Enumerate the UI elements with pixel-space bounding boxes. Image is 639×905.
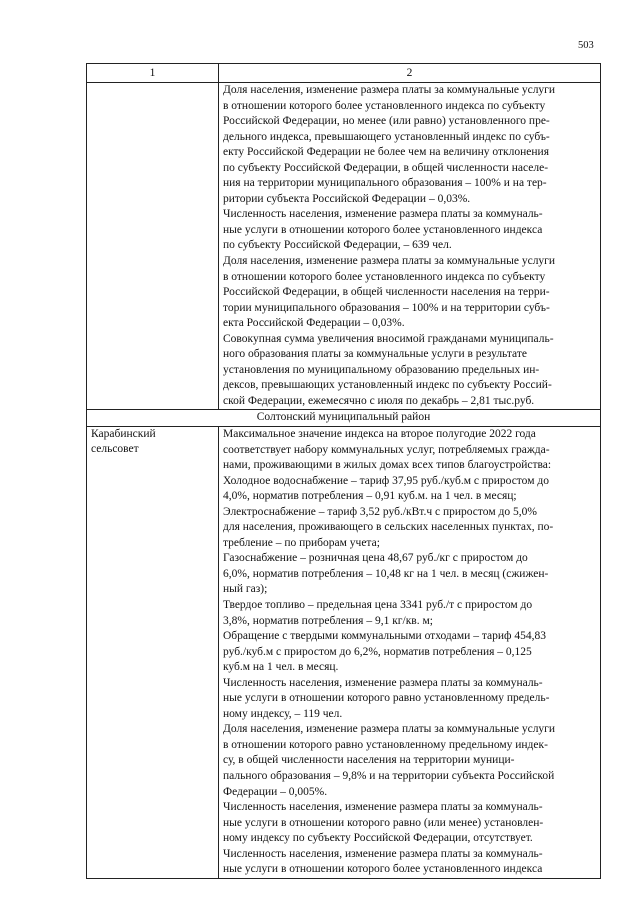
text-line: для населения, проживающего в сельских населенных пунктах, по- xyxy=(223,521,554,534)
text-line: ритории субъекта Российской Федерации – 0,03%. xyxy=(223,192,471,205)
text-line: по субъекту Российской Федерации, в общей численности населе- xyxy=(223,161,549,174)
text-line: Российской Федерации, но менее (или равно) установленного пре- xyxy=(223,115,550,128)
text-line: Численность населения, изменение размера платы за коммуналь- xyxy=(223,676,543,689)
text-line: екта Российской Федерации – 0,03%. xyxy=(223,317,405,330)
text-line: в отношении которого равно установленному предельному индек- xyxy=(223,738,548,751)
text-line: тории муниципального образования – 100% и на территории субъ- xyxy=(223,301,550,314)
text-line: ного образования платы за коммунальные услуги в результате xyxy=(223,348,527,361)
text-line: ные услуги в отношении которого более установленного индекса xyxy=(223,863,543,876)
section-row xyxy=(87,410,601,427)
text-line: екту Российской Федерации не более чем на величину отклонения xyxy=(223,146,549,159)
text-line: 4,0%, норматив потребления – 0,91 куб.м. на 1 чел. в месяц; xyxy=(223,490,517,503)
text-line: ные услуги в отношении которого равно (или менее) установлен- xyxy=(223,816,544,829)
text-line: дельного индекса, превышающего установленный индекс по субъ- xyxy=(223,130,550,143)
table-row xyxy=(87,83,601,410)
text-line: Численность населения, изменение размера платы за коммуналь- xyxy=(223,801,543,814)
text-line: ные услуги в отношении которого равно установленному предель- xyxy=(223,692,550,705)
text-line: Федерации – 0,005%. xyxy=(223,785,328,798)
row-content xyxy=(219,426,601,878)
municipality-name-line2: сельсовет xyxy=(91,443,139,456)
section-title: Солтонский муниципальный район xyxy=(87,410,601,427)
municipality-name-line1: Карабинский xyxy=(91,427,156,440)
text-line: пального образования – 9,8% и на территории субъекта Российской xyxy=(223,770,555,783)
text-line: Численность населения, изменение размера платы за коммуналь- xyxy=(223,208,543,221)
text-line: Доля населения, изменение размера платы за коммунальные услуги xyxy=(223,84,556,96)
text-line: Доля населения, изменение размера платы за коммунальные услуги xyxy=(223,255,556,268)
column-header-1: 1 xyxy=(87,64,219,83)
text-line: Твердое топливо – предельная цена 3341 руб./т с приростом до xyxy=(223,599,533,611)
text-line: Максимальное значение индекса на второе полугодие 2022 года xyxy=(223,427,536,440)
text-line: по субъекту Российской Федерации, – 639 чел. xyxy=(223,239,452,252)
text-line: в отношении которого более установленного индекса по субъекту xyxy=(223,270,546,283)
text-line: дексов, превышающих установленный индекс по субъекту Россий- xyxy=(223,379,552,392)
text-line: ской Федерации, ежемесячно с июля по декабрь – 2,81 тыс.руб. xyxy=(223,394,535,407)
page-number: 503 xyxy=(578,40,594,51)
text-line: соответствует набору коммунальных услуг, потребляемых гражда- xyxy=(223,443,550,456)
text-line: Численность населения, изменение размера платы за коммуналь- xyxy=(223,847,543,860)
text-line: руб./куб.м с приростом до 6,2%, норматив потребления – 0,125 xyxy=(223,645,532,658)
text-line: су, в общей численности населения на территории муници- xyxy=(223,754,515,767)
text-line: Холодное водоснабжение – тариф 37,95 руб./куб.м с приростом до xyxy=(223,474,549,487)
text-line: Российской Федерации, в общей численности населения на терри- xyxy=(223,286,550,299)
text-line: ному индексу по субъекту Российской Федерации, отсутствует. xyxy=(223,832,533,845)
text-line: в отношении которого более установленного индекса по субъекту xyxy=(223,99,546,112)
document-table xyxy=(86,63,601,879)
text-line: Совокупная сумма увеличения вносимой гражданами муниципаль- xyxy=(223,332,554,345)
row-content xyxy=(219,83,601,410)
text-line: ный газ); xyxy=(223,583,268,596)
text-line: Обращение с твердыми коммунальными отходами – тариф 454,83 xyxy=(223,630,546,643)
text-line: Доля населения, изменение размера платы за коммунальные услуги xyxy=(223,723,556,736)
row-label xyxy=(87,83,219,410)
text-line: 6,0%, норматив потребления – 10,48 кг на 1 чел. в месяц (сжижен- xyxy=(223,567,549,580)
text-line: нами, проживающими в жилых домах всех типов благоустройства: xyxy=(223,459,552,472)
text-line: ния на территории муниципального образования – 100% и на тер- xyxy=(223,177,547,190)
row-label xyxy=(87,426,219,878)
text-line: куб.м на 1 чел. в месяц. xyxy=(223,661,339,674)
text-line: 3,8%, норматив потребления – 9,1 кг/кв. м; xyxy=(223,614,433,627)
header-row xyxy=(87,64,601,83)
text-line: требление – по приборам учета; xyxy=(223,536,380,549)
text-line: установления по муниципальному образованию предельных ин- xyxy=(223,363,540,376)
table-row xyxy=(87,426,601,878)
text-line: Газоснабжение – розничная цена 48,67 руб./кг с приростом до xyxy=(223,552,528,565)
text-line: Электроснабжение – тариф 3,52 руб./кВт.ч с приростом до 5,0% xyxy=(223,505,537,518)
text-line: ному индексу, – 119 чел. xyxy=(223,707,343,720)
text-line: ные услуги в отношении которого более установленного индекса xyxy=(223,223,543,236)
column-header-2: 2 xyxy=(219,64,601,83)
